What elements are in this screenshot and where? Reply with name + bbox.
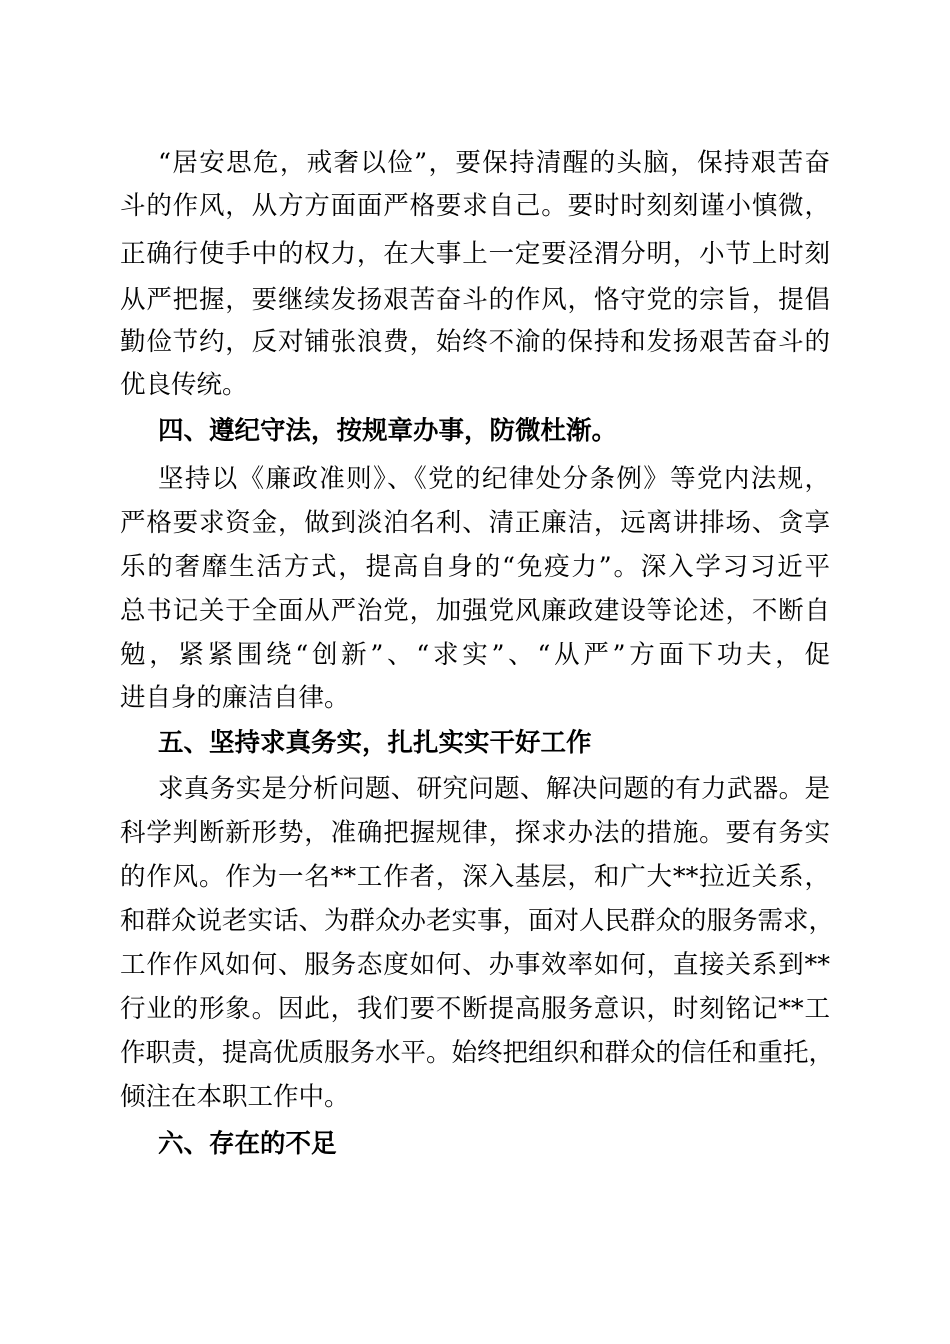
text-line: 总书记关于全面从严治党，加强党风廉政建设等论述，不断自 — [120, 596, 830, 626]
text-line: 的作风。作为一名**工作者，深入基层，和广大**拉近关系， — [120, 862, 830, 892]
text-line: 倾注在本职工作中。 — [120, 1082, 350, 1112]
text-line: 勤俭节约，反对铺张浪费，始终不渝的保持和发扬艰苦奋斗的 — [120, 327, 830, 357]
section-heading-4: 四、遵纪守法，按规章办事，防微杜渐。 — [158, 416, 618, 446]
text-line: 勉，紧紧围绕“创新”、“求实”、“从严”方面下功夫，促 — [120, 640, 830, 670]
text-line: 斗的作风，从方方面面严格要求自己。要时时刻刻谨小慎微， — [120, 191, 830, 221]
section-heading-5: 五、坚持求真务实，扎扎实实干好工作 — [158, 728, 592, 758]
text-line: 正确行使手中的权力，在大事上一定要泾渭分明，小节上时刻 — [120, 239, 830, 269]
text-line: 从严把握，要继续发扬艰苦奋斗的作风，恪守党的宗旨，提倡 — [120, 285, 830, 315]
text-line: 行业的形象。因此，我们要不断提高服务意识，时刻铭记**工 — [120, 994, 830, 1024]
text-line: 科学判断新形势，准确把握规律，探求办法的措施。要有务实 — [120, 818, 830, 848]
text-line: “居安思危，戒奢以俭”，要保持清醒的头脑，保持艰苦奋 — [158, 148, 830, 178]
text-line: 乐的奢靡生活方式，提高自身的“免疫力”。深入学习习近平 — [120, 552, 830, 582]
text-line: 进自身的廉洁自律。 — [120, 683, 350, 713]
text-line: 坚持以《廉政准则》、《党的纪律处分条例》等党内法规， — [158, 464, 830, 494]
text-line: 作职责，提高优质服务水平。始终把组织和群众的信任和重托， — [120, 1038, 835, 1068]
text-line: 求真务实是分析问题、研究问题、解决问题的有力武器。是 — [158, 774, 830, 804]
section-heading-6: 六、存在的不足 — [158, 1129, 337, 1159]
text-line: 和群众说老实话、为群众办老实事，面对人民群众的服务需求， — [120, 906, 835, 936]
text-line: 优良传统。 — [120, 370, 248, 400]
text-line: 工作作风如何、服务态度如何、办事效率如何，直接关系到** — [120, 950, 830, 980]
text-line: 严格要求资金，做到淡泊名利、清正廉洁，远离讲排场、贪享 — [120, 508, 830, 538]
